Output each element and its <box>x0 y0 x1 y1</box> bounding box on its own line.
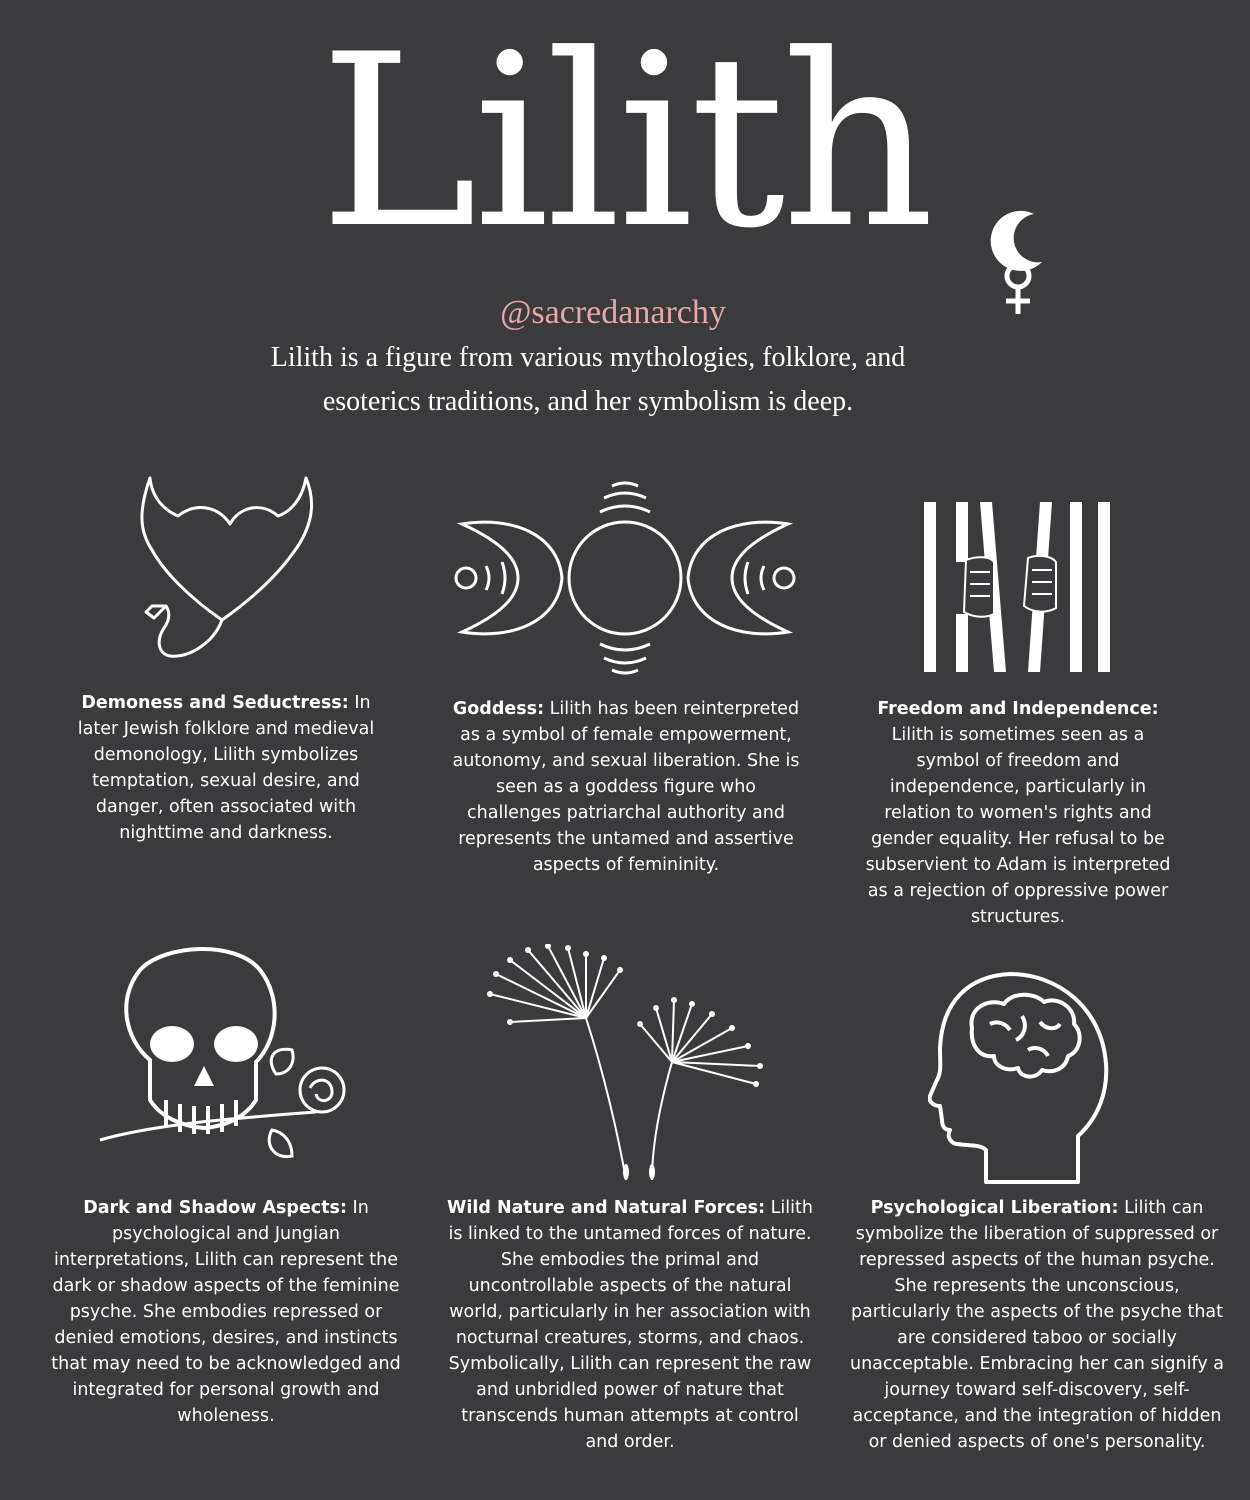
card-heading: Psychological Liberation: <box>870 1198 1119 1218</box>
card-freedom <box>862 696 1174 930</box>
card-goddess <box>448 696 804 878</box>
skull-rose-icon <box>96 940 360 1178</box>
devil-heart-icon <box>130 472 326 672</box>
card-heading: Demoness and Seductress: <box>81 693 349 713</box>
card-shadow <box>50 1195 402 1429</box>
card-body: Lilith is linked to the untamed forces of nature. She embodies the primal and uncontrollable aspects of the natural world, particularly in her association with nocturnal creatures, storms, and chaos. Symbolically, Lilith can represent the raw and unbridled power of nature that transcends human attempts at control and order. <box>448 1198 813 1452</box>
card-heading: Goddess: <box>452 699 545 719</box>
card-body: In psychological and Jungian interpretations, Lilith can represent the dark or shadow aspects of the feminine psyche. She embodies repressed or denied emotions, desires, and instincts that may need to be acknowledged and integrated for personal growth and wholeness. <box>51 1198 401 1426</box>
head-brain-icon <box>928 968 1110 1186</box>
card-body: Lilith is sometimes seen as a symbol of freedom and independence, particularly in relation to women's rights and gender equality. Her refusal to be subservient to Adam is interpreted as a rejection of oppressive power structures. <box>865 725 1171 927</box>
card-body: In later Jewish folklore and medieval demonology, Lilith symbolizes temptation, sexual desire, and danger, often associated with nighttime and darkness. <box>77 693 375 843</box>
card-heading: Wild Nature and Natural Forces: <box>447 1198 766 1218</box>
card-body: Lilith can symbolize the liberation of suppressed or repressed aspects of the human psyche. She represents the unconscious, particularly the aspects of the psyche that are considered taboo or socially unacceptable. Embracing her can signify a journey toward self-discovery, self-acceptance, and the integration of hidden or denied aspects of one's personality. <box>849 1198 1224 1452</box>
page-title: Lilith <box>319 4 931 281</box>
card-wild-nature <box>446 1195 814 1455</box>
card-demoness <box>70 690 382 846</box>
card-body: Lilith has been reinterpreted as a symbol of female empowerment, autonomy, and sexual liberation. She is seen as a goddess figure who challenges patriarchal authority and represents the untamed and assertive aspects of femininity. <box>452 699 800 875</box>
card-heading: Dark and Shadow Aspects: <box>83 1198 347 1218</box>
author-handle: @sacredanarchy <box>500 294 726 331</box>
card-heading: Freedom and Independence: <box>877 699 1159 719</box>
dandelion-icon <box>486 944 772 1186</box>
triple-moon-icon <box>448 476 802 680</box>
intro-text: Lilith is a figure from various mythologies, folklore, and esoterics traditions, and her symbolism is deep. <box>270 342 906 417</box>
prison-bars-hands-icon <box>920 498 1116 674</box>
card-psychological <box>846 1195 1228 1455</box>
